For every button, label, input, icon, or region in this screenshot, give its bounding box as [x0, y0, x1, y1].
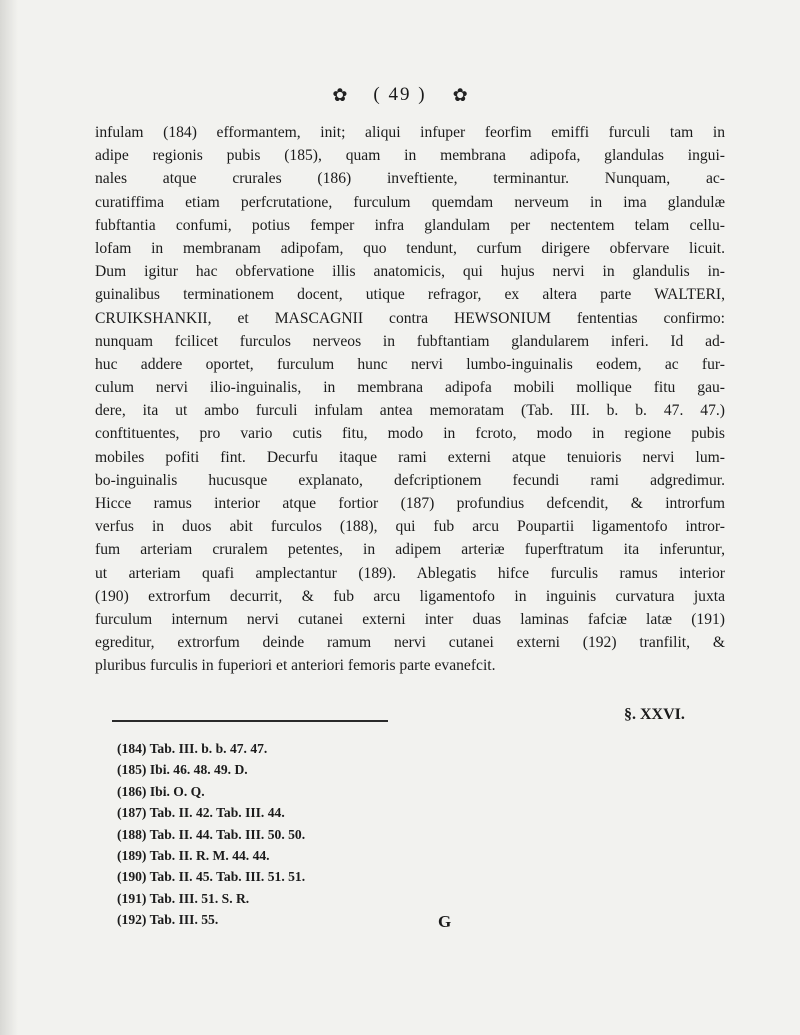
- main-text: [95, 121, 725, 678]
- text-line: guinalibus terminationem docent, utique refragor, ex altera parte WALTERI,: [95, 286, 725, 304]
- text-line: verfus in duos abit furculos (188), qui fub arcu Poupartii ligamentofo intror-: [95, 518, 725, 536]
- page-gutter-shadow: [0, 0, 18, 1035]
- footnote-divider: [112, 720, 388, 722]
- text-line: mobiles pofiti fint. Decurfu itaque rami externi atque tenuioris nervi lum-: [95, 448, 725, 466]
- text-line: infulam (184) efformantem, init; aliqui infuper feorfim emiffi furculi tam in: [95, 124, 725, 141]
- section-heading: §. XXVI.: [624, 706, 685, 723]
- footnote-item: (190) Tab. II. 45. Tab. III. 51. 51.: [117, 869, 306, 885]
- footnote-item: (187) Tab. II. 42. Tab. III. 44.: [117, 805, 285, 821]
- text-line: nunquam fcilicet furculos nerveos in fubftantiam glandularem inferi. Id ad-: [95, 332, 725, 350]
- text-line: nales atque crurales (186) inveftiente, terminantur. Nunquam, ac-: [95, 170, 725, 188]
- page-header: [300, 80, 500, 110]
- text-line: fum arteriam cruralem petentes, in adipem arteriæ fuperftratum ita inferuntur,: [95, 541, 725, 559]
- text-line: huc addere oportet, furculum hunc nervi lumbo-inguinalis eodem, ac fur-: [95, 355, 725, 373]
- text-line: bo-inguinalis hucusque explanato, defcriptionem fecundi rami adgredimur.: [95, 471, 725, 489]
- footnote-item: (184) Tab. III. b. b. 47. 47.: [117, 741, 268, 756]
- page-number: ( 49 ): [373, 84, 427, 105]
- flower-ornament-icon: ✿: [452, 84, 468, 105]
- text-line: Hicce ramus interior atque fortior (187) profundius defcendit, & introrfum: [95, 495, 725, 512]
- text-line: adipe regionis pubis (185), quam in membrana adipofa, glandulas ingui-: [95, 147, 725, 165]
- text-line: curatiffima etiam perfcrutatione, furculum quemdam nerveum in ima glandulæ: [95, 193, 725, 211]
- text-line: fubftantia confumi, potius femper infra glandulam per nectentem telam cellu-: [95, 216, 725, 234]
- text-line: CRUIKSHANKII, et MASCAGNII contra HEWSONIUM fententias confirmo:: [95, 309, 725, 327]
- text-line: conftituentes, pro vario cutis fitu, modo in fcroto, modo in regione pubis: [95, 425, 725, 443]
- text-line: egreditur, extrorfum deinde ramum nervi cutanei externi (192) tranfilit, &: [95, 634, 725, 652]
- text-line: pluribus furculis in fuperiori et anteriori femoris parte evanefcit.: [95, 657, 496, 675]
- text-line: culum nervi ilio-inguinalis, in membrana adipofa mobili mollique fitu gau-: [95, 379, 725, 397]
- signature-mark: G: [438, 912, 452, 931]
- text-line: dere, ita ut ambo furculi infulam antea memoratam (Tab. III. b. b. 47. 47.): [95, 402, 725, 420]
- footnote-item: (186) Ibi. O. Q.: [117, 783, 205, 799]
- footnote-item: (188) Tab. II. 44. Tab. III. 50. 50.: [117, 826, 306, 842]
- text-line: Dum igitur hac obfervatione illis anatomicis, qui hujus nervi in glandulis in-: [95, 263, 725, 281]
- footnotes: [117, 738, 417, 931]
- footnote-item: (192) Tab. III. 55.: [117, 912, 219, 928]
- text-line: (190) extrorfum decurrit, & fub arcu ligamentofo in inguinis curvatura juxta: [95, 587, 725, 605]
- text-line: furculum internum nervi cutanei externi inter duas laminas fafciæ latæ (191): [95, 610, 725, 628]
- flower-ornament-icon: ✿: [332, 84, 348, 105]
- footnote-item: (189) Tab. II. R. M. 44. 44.: [117, 847, 270, 863]
- footnote-item: (191) Tab. III. 51. S. R.: [117, 890, 250, 906]
- footnote-item: (185) Ibi. 46. 48. 49. D.: [117, 762, 248, 778]
- text-line: ut arteriam quafi amplectantur (189). Ablegatis hifce furculis ramus interior: [95, 564, 725, 582]
- text-line: lofam in membranam adipofam, quo tendunt, curfum dirigere obfervare licuit.: [95, 239, 725, 257]
